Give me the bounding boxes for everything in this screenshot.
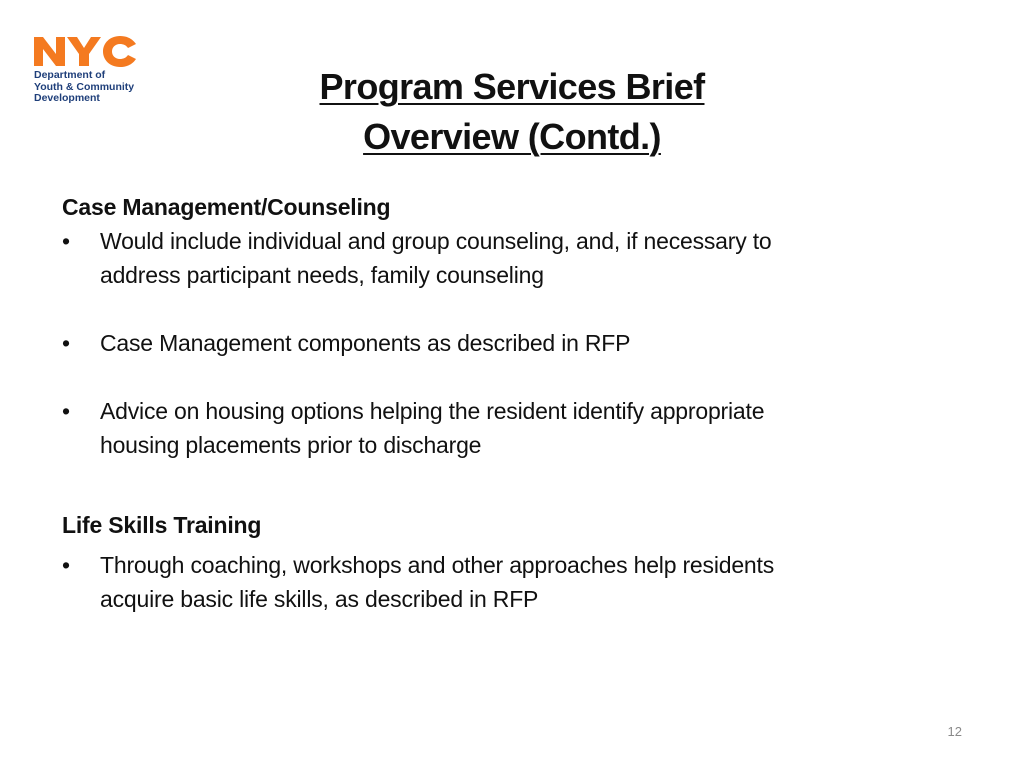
section-case-management	[62, 190, 942, 462]
slide-title-line: Program Services Brief	[319, 66, 705, 107]
bullet-text-line: Advice on housing options helping the resident identify appropriate	[100, 398, 765, 424]
bullet-icon: •	[62, 398, 70, 424]
section-heading: Case Management/Counseling	[62, 194, 391, 220]
bullet-text-line: Through coaching, workshops and other approaches help residents	[100, 552, 774, 578]
bullet-item	[62, 224, 942, 292]
agency-logo	[34, 34, 154, 105]
nyc-logo-mark	[34, 34, 138, 68]
bullet-item	[62, 548, 942, 616]
section-heading: Life Skills Training	[62, 512, 262, 538]
bullet-icon: •	[62, 552, 70, 578]
bullet-text-line: Would include individual and group counseling, and, if necessary to	[100, 228, 772, 254]
bullet-text-line: address participant needs, family counseling	[100, 262, 544, 288]
bullet-item	[62, 326, 942, 360]
agency-name-line: Development	[34, 92, 100, 104]
bullet-icon: •	[62, 330, 70, 356]
section-life-skills	[62, 508, 942, 616]
slide-body	[62, 190, 942, 616]
agency-name-line: Department of	[34, 69, 106, 81]
bullet-text-line: housing placements prior to discharge	[100, 432, 482, 458]
bullet-text-line: Case Management components as described in RFP	[100, 330, 631, 356]
bullet-icon: •	[62, 228, 70, 254]
agency-name-line: Youth & Community	[34, 80, 135, 93]
bullet-text-line: acquire basic life skills, as described in RFP	[100, 586, 539, 612]
bullet-item	[62, 394, 942, 462]
page-number: 12	[947, 724, 962, 739]
slide-title	[200, 62, 824, 162]
agency-name	[34, 70, 154, 105]
slide-title-line: Overview (Contd.)	[363, 116, 661, 157]
